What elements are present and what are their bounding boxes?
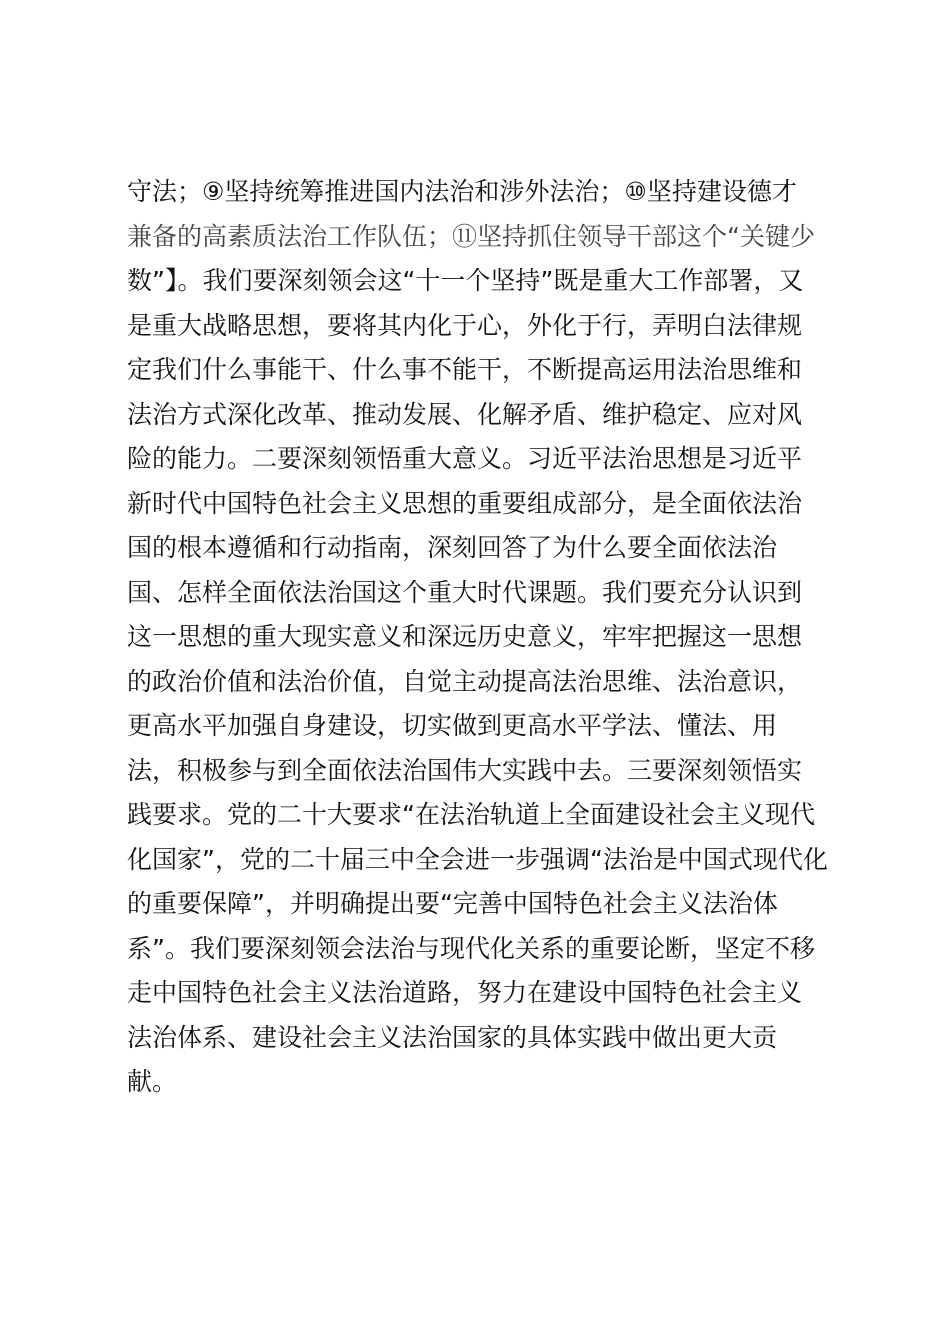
- text-line-10: 国、怎样全面依法治国这个重大时代课题。我们要充分认识到: [127, 577, 803, 607]
- text-line-20: 法治体系、建设社会主义法治国家的具体实践中做出更大贡: [127, 1022, 778, 1052]
- text-line-13: 更高水平加强自身建设，切实做到更高水平学法、懂法、用: [127, 711, 778, 740]
- text-line-7: 险的能力。二要深刻领悟重大意义。习近平法治思想是习近平: [127, 444, 803, 473]
- text-line-3: 数”】。我们要深刻领会这“十一个坚持”既是重大工作部署，又: [127, 266, 804, 295]
- text-line-6: 法治方式深化改革、推动发展、化解矛盾、维护稳定、应对风: [127, 399, 803, 429]
- text-line-16: 化国家”，党的二十届三中全会进一步强调“法治是中国式现代化: [127, 844, 828, 874]
- text-line-14: 法，积极参与到全面依法治国伟大实践中去。三要深刻领悟实: [127, 755, 803, 785]
- text-line-18: 系”。我们要深刻领会法治与现代化关系的重要论断，坚定不移: [127, 933, 815, 963]
- text-line-1: 守法；⑨坚持统筹推进国内法治和涉外法治；⑩坚持建设德才: [127, 177, 797, 206]
- text-line-2: 兼备的高素质法治工作队伍；⑪坚持抓住领导干部这个“关键少: [127, 221, 815, 251]
- text-line-4: 是重大战略思想，要将其内化于心，外化于行，弄明白法律规: [127, 310, 803, 340]
- text-line-12: 的政治价值和法治价值，自觉主动提高法治思维、法治意识，: [127, 666, 803, 696]
- text-line-9: 国的根本遵循和行动指南，深刻回答了为什么要全面依法治: [127, 533, 778, 562]
- text-line-5: 定我们什么事能干、什么事不能干，不断提高运用法治思维和: [127, 355, 803, 384]
- text-line-15: 践要求。党的二十大要求“在法治轨道上全面建设社会主义现代: [127, 800, 815, 829]
- text-line-21: 献。: [127, 1067, 178, 1096]
- text-line-17: 的重要保障”，并明确提出要“完善中国特色社会主义法治体: [127, 889, 778, 918]
- body-text: [127, 170, 847, 1105]
- text-line-8: 新时代中国特色社会主义思想的重要组成部分，是全面依法治: [127, 488, 803, 518]
- text-line-11: 这一思想的重大现实意义和深远历史意义，牢牢把握这一思想: [127, 622, 803, 651]
- text-line-19: 走中国特色社会主义法治道路，努力在建设中国特色社会主义: [127, 978, 803, 1007]
